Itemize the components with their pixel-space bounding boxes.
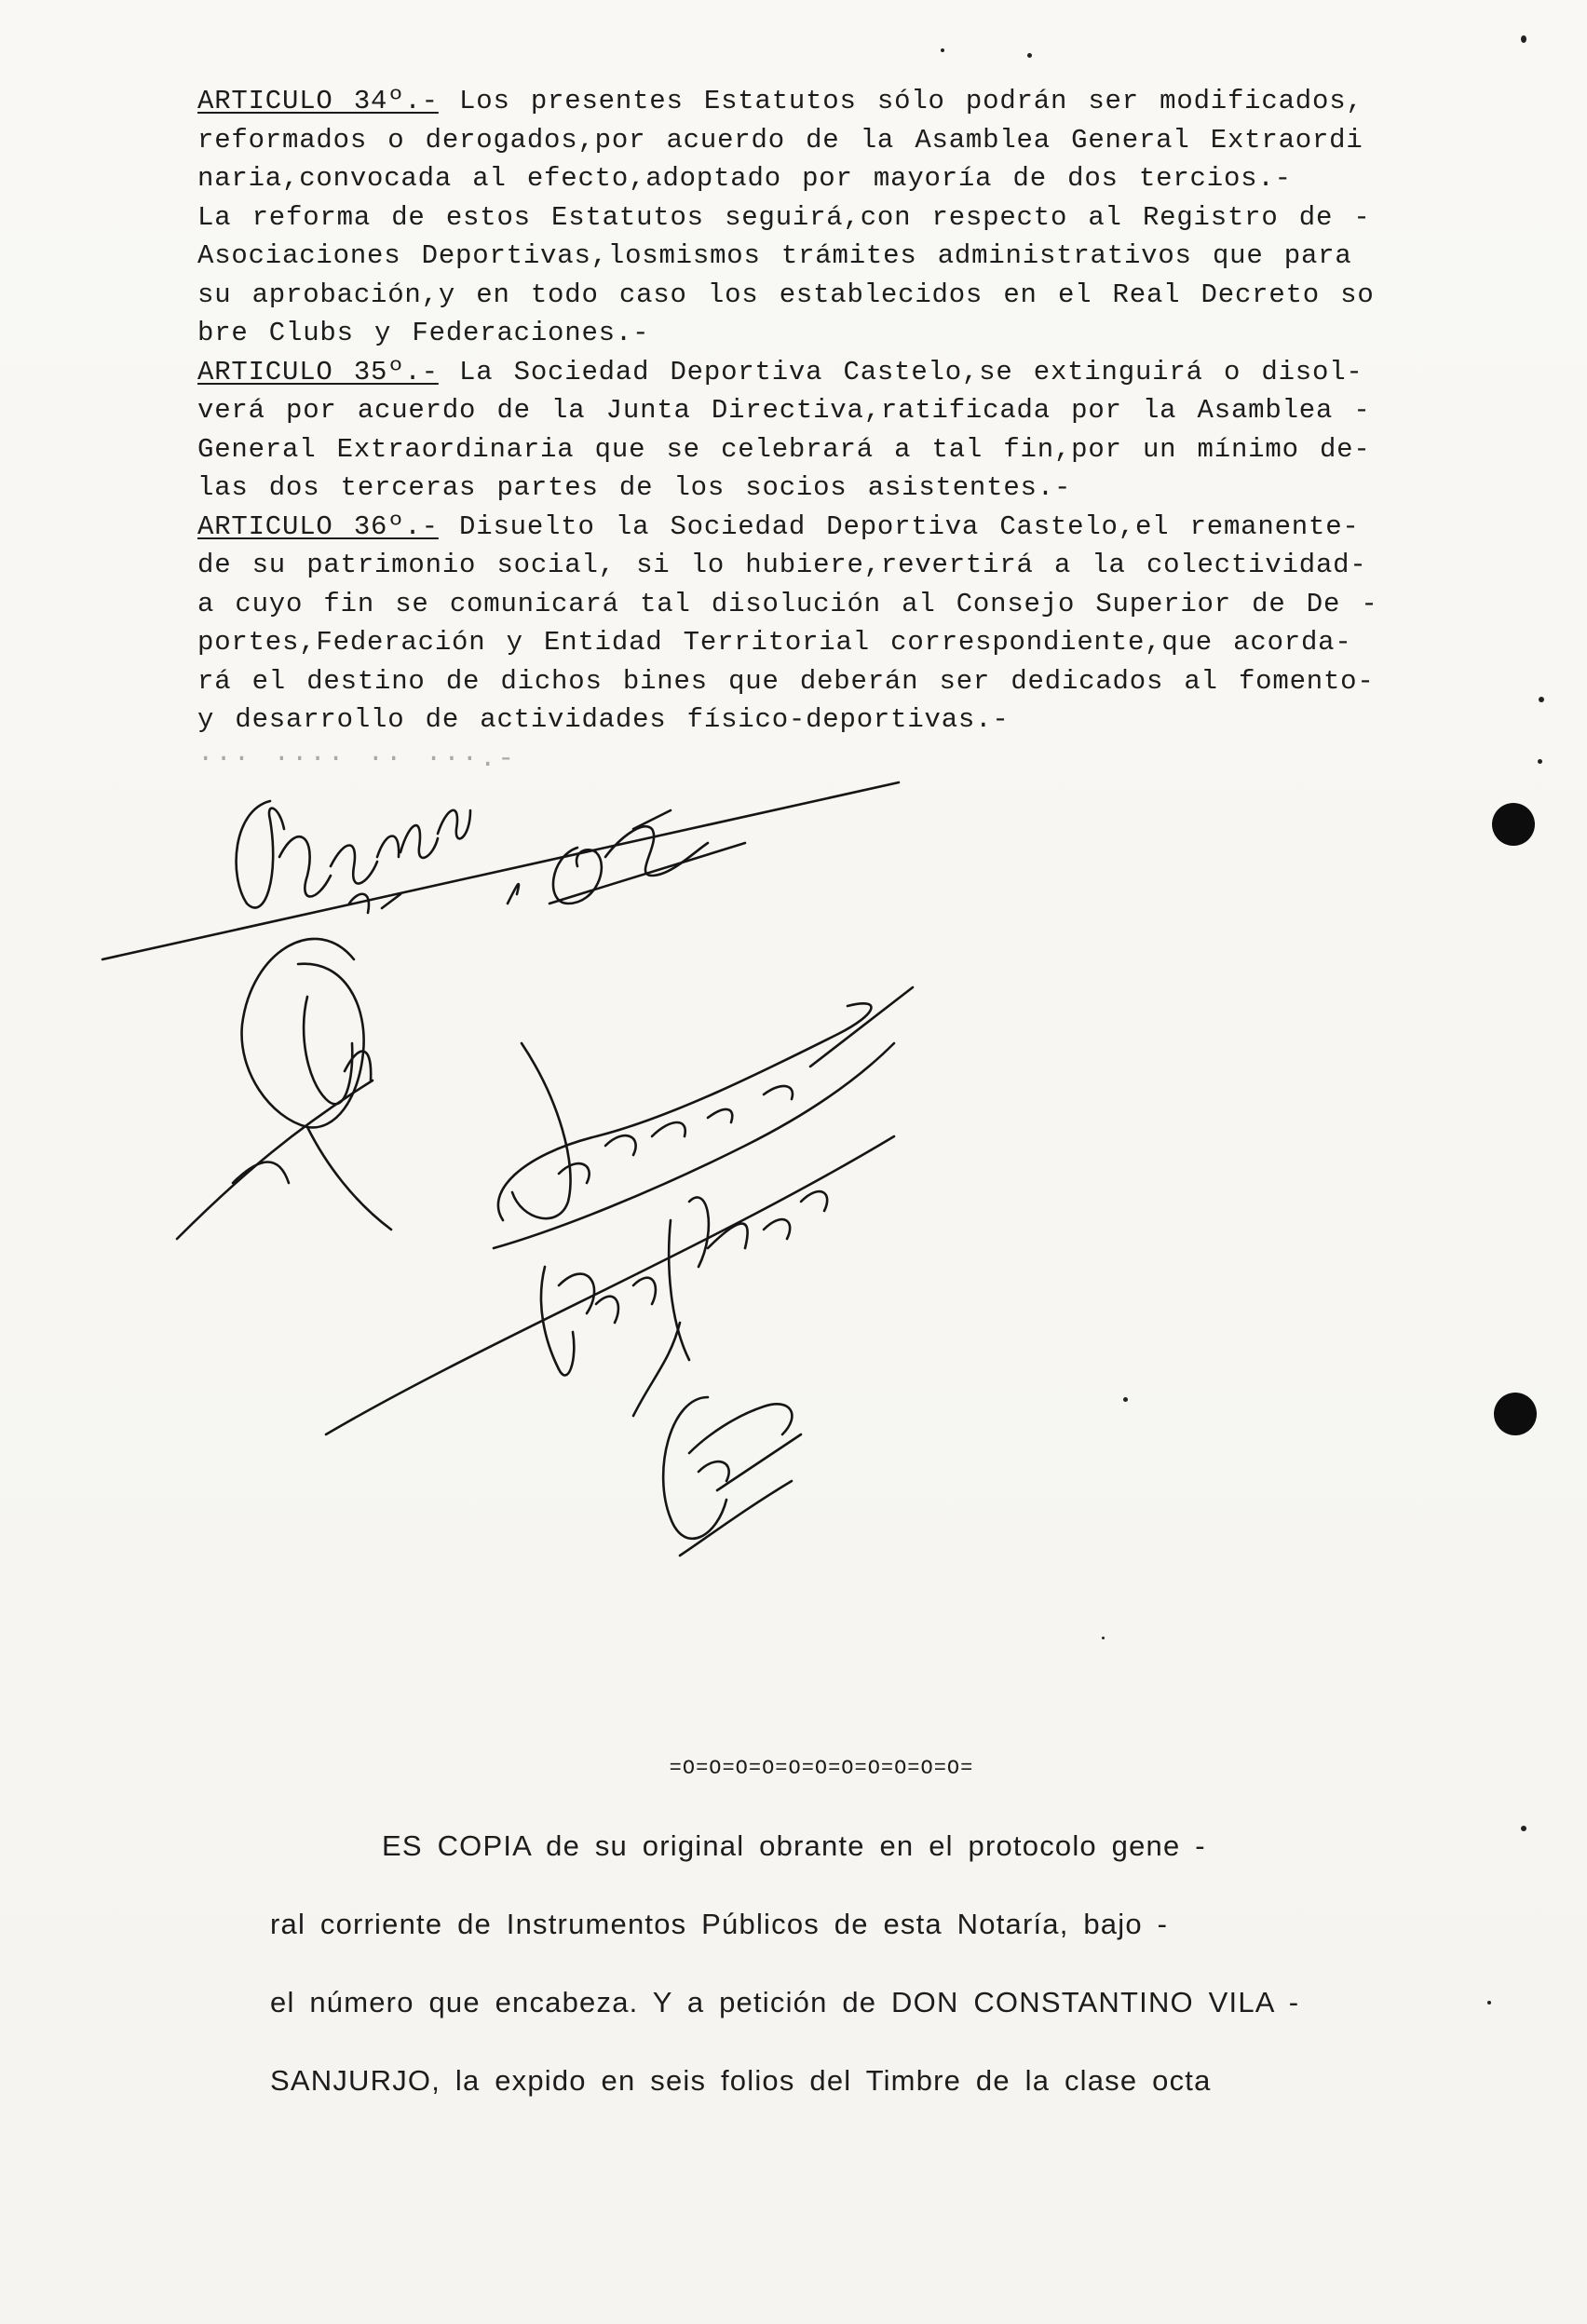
article-line: reformados o derogados,por acuerdo de la Asamblea General Extraordi bbox=[197, 124, 1363, 156]
article-line: de su patrimonio social, si lo hubiere,revertirá a la colectividad- bbox=[197, 550, 1367, 580]
article-line: y desarrollo de actividades físico-deportivas.- bbox=[197, 704, 1010, 735]
scan-speck bbox=[1123, 1397, 1128, 1402]
article-line: las dos terceras partes de los socios asistentes.- bbox=[197, 472, 1072, 503]
signatures bbox=[0, 764, 1587, 1602]
article-line: ARTICULO 34º.- Los presentes Estatutos sólo podrán ser modificados, bbox=[197, 86, 1363, 116]
copy-line: el número que encabeza. Y a petición de DON CONSTANTINO VILA - bbox=[270, 1986, 1300, 2018]
article-line: ARTICULO 36º.- Disuelto la Sociedad Deportiva Castelo,el remanente- bbox=[197, 510, 1360, 542]
article-line: naria,convocada al efecto,adoptado por mayoría de dos tercios.- bbox=[197, 163, 1292, 194]
scan-speck bbox=[1521, 35, 1526, 43]
article-heading: ARTICULO 35º.- bbox=[197, 356, 439, 387]
scan-speck bbox=[1027, 53, 1032, 58]
article-line: rá el destino de dichos bines que deberán ser dedicados al fomento- bbox=[197, 665, 1375, 697]
copy-line: ES COPIA de su original obrante en el protocolo gene - bbox=[382, 1829, 1206, 1862]
article-34 bbox=[197, 82, 1501, 353]
scan-speck bbox=[1102, 1637, 1105, 1639]
scan-speck bbox=[1538, 759, 1542, 764]
faded-line: ··· ···· ·· ···.- bbox=[197, 742, 516, 774]
punch-hole-bottom bbox=[1494, 1393, 1537, 1435]
article-line: a cuyo fin se comunicará tal disolución al Consejo Superior de De - bbox=[197, 588, 1378, 619]
notarial-copy-text bbox=[270, 1826, 1499, 2139]
copy-line: ral corriente de Instrumentos Públicos de esta Notaría, bajo - bbox=[270, 1908, 1169, 1940]
signature-6 bbox=[663, 1397, 801, 1556]
separator: =O=O=O=O=O=O=O=O=O=O=O= bbox=[669, 1757, 974, 1780]
article-36 bbox=[197, 508, 1501, 740]
punch-hole-top bbox=[1492, 803, 1535, 846]
article-line: su aprobación,y en todo caso los establecidos en el Real Decreto so bbox=[197, 279, 1375, 310]
signature-4 bbox=[494, 987, 913, 1248]
copy-line: SANJURJO, la expido en seis folios del Timbre de la clase octa bbox=[270, 2064, 1212, 2097]
article-line: Asociaciones Deportivas,losmismos trámites administrativos que para bbox=[197, 240, 1352, 271]
statute-articles bbox=[197, 82, 1501, 778]
scan-speck bbox=[941, 48, 944, 52]
scan-speck bbox=[1521, 1826, 1526, 1831]
scan-speck bbox=[1487, 2001, 1491, 2005]
article-heading: ARTICULO 34º.- bbox=[197, 86, 439, 116]
scan-speck bbox=[1539, 697, 1544, 702]
article-heading: ARTICULO 36º.- bbox=[197, 510, 439, 542]
article-line: La reforma de estos Estatutos seguirá,con respecto al Registro de - bbox=[197, 201, 1371, 233]
article-line: bre Clubs y Federaciones.- bbox=[197, 318, 650, 348]
signature-5 bbox=[326, 1136, 894, 1434]
article-line: verá por acuerdo de la Junta Directiva,ratificada por la Asamblea - bbox=[197, 395, 1371, 426]
article-35 bbox=[197, 353, 1501, 508]
article-line: portes,Federación y Entidad Territorial correspondiente,que acorda- bbox=[197, 627, 1352, 658]
article-line: General Extraordinaria que se celebrará a tal fin,por un mínimo de- bbox=[197, 433, 1371, 465]
signature-1 bbox=[102, 782, 899, 959]
signature-3 bbox=[177, 939, 391, 1239]
article-line: ARTICULO 35º.- La Sociedad Deportiva Castelo,se extinguirá o disol- bbox=[197, 356, 1363, 387]
